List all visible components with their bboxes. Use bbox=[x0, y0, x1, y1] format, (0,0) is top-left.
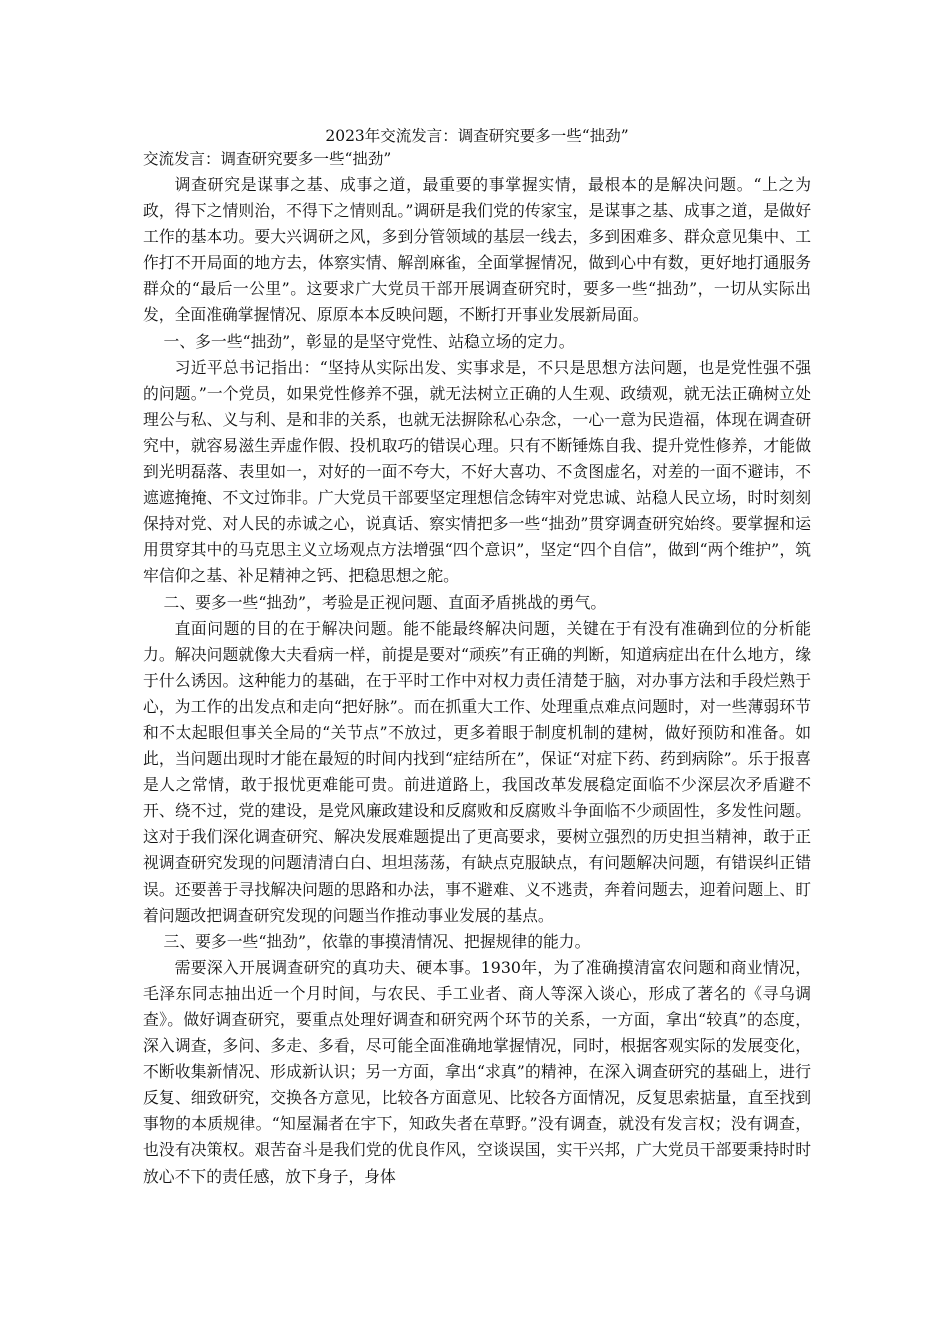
document-page bbox=[143, 126, 811, 1190]
paragraph-section-3: 需要深入开展调查研究的真功夫、硬本事。1930年，为了准确摸清富农问题和商业情况，毛泽东同志抽出近一个月时间，与农民、手工业者、商人等深入谈心，形成了著名的《寻乌调查》。做好调查研究，要重点处理好调查和研究两个环节的关系，一方面，拿出“较真”的态度，深入调查，多问、多走、多看，尽可能全面准确地掌握情况，同时，根据客观实际的发展变化，不断收集新情况、形成新认识；另一方面，拿出“求真”的精神，在深入调查研究的基础上，进行反复、细致研究，交换各方意见，比较各方面意见、比较各方面情况，反复思索掂量，直至找到事物的本质规律。“知屋漏者在宇下，知政失者在草野。”没有调查，就没有发言权；没有调查，也没有决策权。艰苦奋斗是我们党的优良作风，空谈误国，实干兴邦，广大党员干部要秉持时时放心不下的责任感，放下身子，身体 bbox=[143, 957, 811, 1186]
paragraph-intro: 调查研究是谋事之基、成事之道，最重要的事掌握实情，最根本的是解决问题。“上之为政，得下之情则治，不得下之情则乱。”调研是我们党的传家宝，是谋事之基、成事之道，是做好工作的基本功。要大兴调研之风，多到分管领域的基层一线去，多到困难多、群众意见集中、工作打不开局面的地方去，体察实情、解剖麻雀，全面掌握情况，做到心中有数，更好地打通服务群众的“最后一公里”。这要求广大党员干部开展调查研究时，要多一些“拙劲”，一切从实际出发，全面准确掌握情况、原原本本反映问题，不断打开事业发展新局面。 bbox=[143, 175, 811, 325]
section-heading-2: 二、要多一些“拙劲”，考验是正视问题、直面矛盾挑战的勇气。 bbox=[163, 592, 607, 612]
section-heading-3: 三、要多一些“拙劲”，依靠的事摸清情况、把握规律的能力。 bbox=[163, 931, 591, 951]
section-heading-1: 一、多一些“拙劲”，彰显的是坚守党性、站稳立场的定力。 bbox=[163, 331, 575, 351]
document-title: 2023年交流发言：调查研究要多一些“拙劲” bbox=[325, 127, 629, 145]
document-subtitle: 交流发言：调查研究要多一些“拙劲” bbox=[143, 150, 392, 168]
paragraph-section-1: 习近平总书记指出：“坚持从实际出发、实事求是，不只是思想方法问题，也是党性强不强的问题。”一个党员，如果党性修养不强，就无法树立正确的人生观、政绩观，就无法正确树立处理公与私、义与利、是和非的关系，也就无法摒除私心杂念，一心一意为民造福，体现在调查研究中，就容易滋生弄虚作假、投机取巧的错误心理。只有不断锤炼自我、提升党性修养，才能做到光明磊落、表里如一，对好的一面不夸大，不好大喜功、不贪图虚名，对差的一面不避讳，不遮遮掩掩、不文过饰非。广大党员干部要坚定理想信念铸牢对党忠诚、站稳人民立场，时时刻刻保持对党、对人民的赤诚之心，说真话、察实情把多一些“拙劲”贯穿调查研究始终。要掌握和运用贯穿其中的马克思主义立场观点方法增强“四个意识”，坚定“四个自信”，做到“两个维护”，筑牢信仰之基、补足精神之钙、把稳思想之舵。 bbox=[143, 357, 811, 586]
paragraph-section-2: 直面问题的目的在于解决问题。能不能最终解决问题，关键在于有没有准确到位的分析能力。解决问题就像大夫看病一样，前提是要对“顽疾”有正确的判断，知道病症出在什么地方，缘于什么诱因。这种能力的基础，在于平时工作中对权力责任清楚于脑，对办事方法和手段烂熟于心，为工作的出发点和走向“把好脉”。而在抓重大工作、处理重点难点问题时，对一些薄弱环节和不太起眼但事关全局的“关节点”不放过，更多着眼于制度机制的建树，做好预防和准备。如此，当问题出现时才能在最短的时间内找到“症结所在”，保证“对症下药、药到病除”。乐于报喜是人之常情，敢于报忧更难能可贵。前进道路上，我国改革发展稳定面临不少深层次矛盾避不开、绕不过，党的建设，是党风廉政建设和反腐败和反腐败斗争面临不少顽固性，多发性问题。这对于我们深化调查研究、解决发展难题提出了更高要求，要树立强烈的历史担当精神，敢于正视调查研究发现的问题清清白白、坦坦荡荡，有缺点克服缺点，有问题解决问题，有错误纠正错误。还要善于寻找解决问题的思路和办法，事不避难、义不逃责，奔着问题去，迎着问题上、盯着问题改把调查研究发现的问题当作推动事业发展的基点。 bbox=[143, 618, 811, 925]
